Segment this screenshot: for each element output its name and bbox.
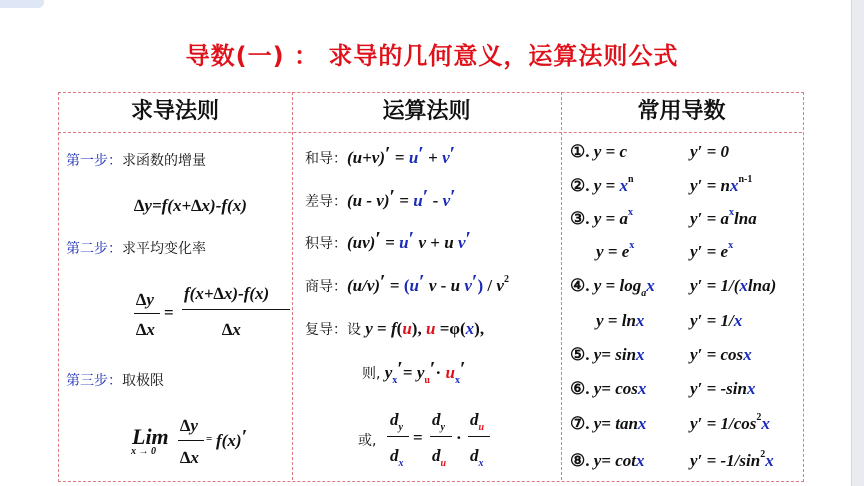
derivative-5: ④. $y = \log_ax$: [570, 276, 655, 299]
derivative-1: ①. y = c: [570, 142, 628, 161]
derivative-3: ③. $y = a^x$: [570, 207, 633, 228]
derivative-1-result: y′ = 0: [690, 142, 730, 161]
derivative-7-result: y′ = cosx: [690, 345, 752, 364]
derivative-9-result: $y' = 1/\cos^2x$: [690, 412, 770, 433]
step-1-text: 求函数的增量: [122, 153, 206, 169]
step-3-text: 取极限: [122, 373, 164, 389]
difference-rule: 差导：(u - v)′ = u′ - v′: [305, 186, 456, 210]
derivative-8-result: y′ = -sinx: [690, 379, 756, 398]
corner-tab: [0, 0, 44, 8]
derivative-8: ⑥. y= cosx: [570, 379, 647, 398]
step-1: [66, 150, 206, 170]
composite-rule: 复导：设 y = f(u), u =φ(x),: [305, 319, 485, 338]
column-divider-1: [292, 92, 293, 480]
quotient-rule: 商导：(u/v)′ = (u′ v - u $v') / v^2$: [305, 271, 509, 295]
sum-rule: 和导：(u+v)′ = u′ + v′: [305, 143, 456, 167]
derivative-5-result: y′ = 1/(xlna): [690, 276, 777, 295]
header-divider: [58, 132, 802, 133]
page-title: 导数(一) ： 求导的几何意义，运算法则公式: [185, 42, 679, 70]
column-header-operation-rules: 运算法则: [382, 99, 471, 124]
step-1-label: 第一步：: [66, 153, 122, 169]
step-3-label: 第三步：: [66, 373, 122, 389]
derivative-2-result: $y' = nx^{n-1}$: [690, 174, 753, 195]
column-header-derivative-rules: 求导法则: [130, 99, 219, 124]
derivative-10: ⑧. y= cotx: [570, 451, 645, 470]
increment-formula: ∆y=f(x+∆x)-f(x): [134, 196, 247, 215]
column-divider-2: [561, 92, 562, 480]
step-2-text: 求平均变化率: [122, 241, 206, 257]
column-header-common-derivatives: 常用导数: [637, 99, 726, 124]
derivative-3-result: $y' = a^x\ln a$: [690, 207, 757, 228]
scrollbar[interactable]: [851, 0, 864, 486]
derivative-6-result: y′ = 1/x: [690, 311, 743, 330]
derivative-2: ②. $y = x^n$: [570, 174, 634, 195]
derivative-7: ⑤. y= sinx: [570, 345, 645, 364]
derivative-9: ⑦. y= tanx: [570, 414, 647, 433]
derivative-6: y = lnx: [596, 311, 645, 330]
product-rule: 积导：(uv)′ = u′ v + u v′: [305, 228, 472, 252]
step-3: [66, 370, 164, 390]
derivative-4-result: $y' = e^x$: [690, 240, 734, 261]
composite-chain: 则, $y_x'= y_u'\cdot u_x'$: [362, 358, 466, 386]
step-2-label: 第二步：: [66, 241, 122, 257]
derivative-10-result: $y' = -1/\sin^2x$: [690, 449, 774, 470]
derivative-4: $y = e^x$: [596, 240, 635, 261]
step-2: [66, 238, 206, 258]
